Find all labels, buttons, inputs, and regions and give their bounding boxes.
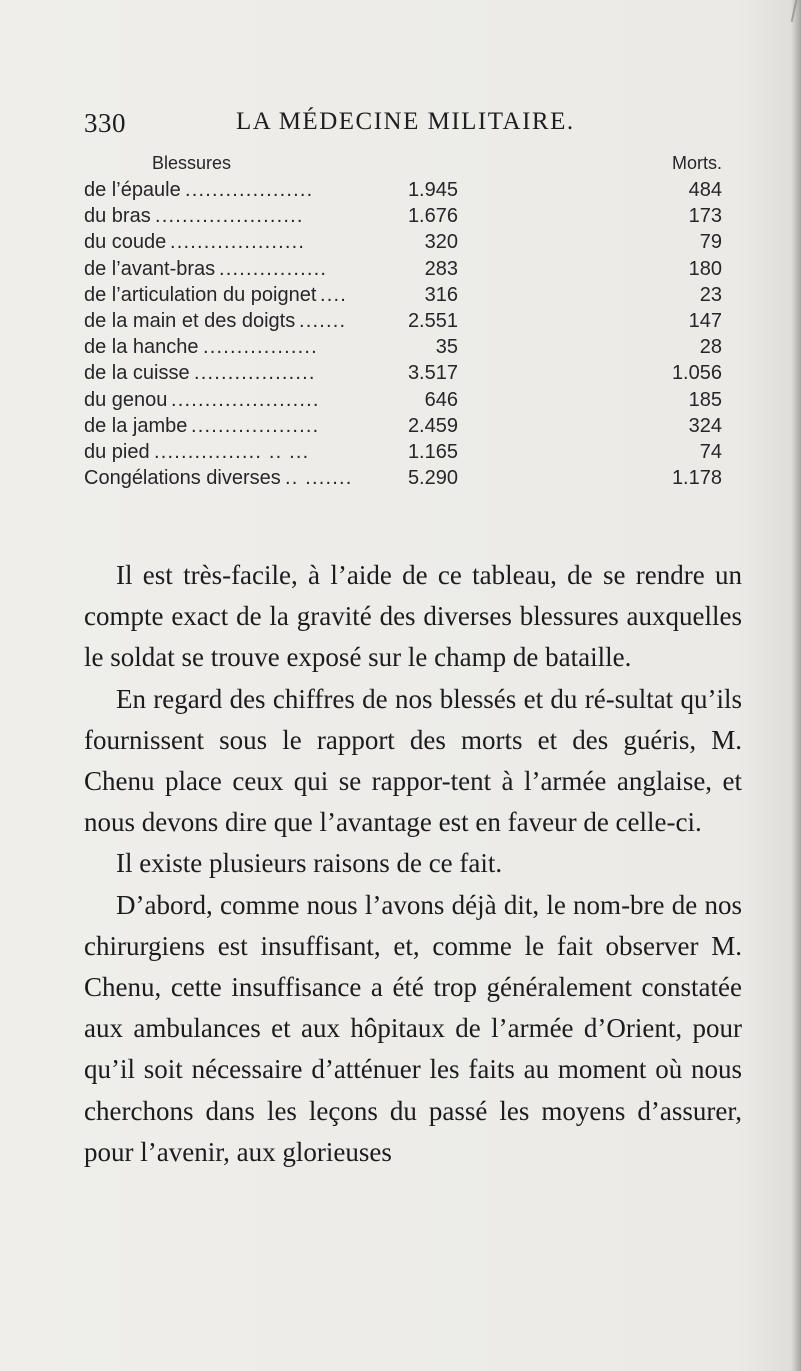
row-label: de la jambe <box>84 414 188 437</box>
death-count: 185 <box>688 388 722 411</box>
row-label: de l’épaule <box>84 179 181 201</box>
death-count: 180 <box>688 257 722 280</box>
dot-leader: .... <box>320 283 348 306</box>
body-text <box>84 555 742 1173</box>
death-count: 23 <box>699 283 722 306</box>
row-label: du bras <box>84 205 151 228</box>
table-row <box>84 231 724 257</box>
dot-leader: ...................... <box>171 388 320 411</box>
table-row <box>84 415 724 441</box>
table-row <box>84 441 724 467</box>
table-row <box>84 205 724 231</box>
page-edge-shadow <box>791 0 801 1371</box>
row-label: du pied <box>84 440 150 463</box>
wounded-count: 1.165 <box>407 440 458 463</box>
wounded-count: 316 <box>424 283 458 306</box>
column-header-deaths: Morts. <box>671 153 722 173</box>
wounded-count: 1.945 <box>407 179 458 201</box>
table-row <box>84 284 724 310</box>
row-label: de la main et des doigts <box>84 309 296 332</box>
table-row <box>84 362 724 388</box>
dot-leader: ................... <box>185 179 314 201</box>
row-label: du genou <box>84 388 168 411</box>
dot-leader: .................. <box>194 362 316 385</box>
dot-leader: ....... <box>299 309 347 332</box>
death-count: 28 <box>699 336 722 359</box>
dot-leader: ................ .. ... <box>154 440 310 463</box>
dot-leader: ................ <box>219 257 328 280</box>
page-number: 330 <box>84 108 126 138</box>
dot-leader: ................. <box>203 336 318 359</box>
table-body <box>84 179 724 493</box>
row-label: de la cuisse <box>84 362 190 385</box>
death-count: 173 <box>688 205 722 228</box>
death-count: 79 <box>699 231 722 254</box>
death-count: 147 <box>688 309 722 332</box>
dot-leader: ...................... <box>155 205 304 228</box>
page-header <box>84 108 644 148</box>
paragraph: D’abord, comme nous l’avons déjà dit, le nom-bre de nos chirurgiens est insuffisant, et, comme le fait observer M. Chenu, cette insuffisance a été trop généralement constatée aux ambulances et aux hôpitaux de l’armée d’Orient, pour qu’il soit nécessaire d’atténuer les faits au moment où nous cherchons dans les leçons du passé les moyens d’assurer, pour l’avenir, aux glorieuses <box>84 889 742 1167</box>
death-count: 74 <box>699 440 722 463</box>
wounded-count: 2.459 <box>407 414 458 437</box>
wounded-count: 1.676 <box>407 205 458 228</box>
table-row <box>84 310 724 336</box>
dot-leader: .................... <box>170 231 306 254</box>
row-label: de l’articulation du poignet <box>84 283 317 306</box>
wounded-count: 35 <box>435 336 458 359</box>
column-header-wounds: Blessures <box>152 153 232 173</box>
row-label: de l’avant-bras <box>84 257 216 280</box>
death-count: 1.178 <box>671 467 722 490</box>
row-label: Congélations diverses <box>84 467 281 490</box>
death-count: 1.056 <box>671 362 722 385</box>
death-count: 484 <box>688 179 722 201</box>
wounded-count: 2.551 <box>407 309 458 332</box>
dot-leader: ................... <box>191 414 320 437</box>
wounded-count: 5.290 <box>407 467 458 490</box>
table-row <box>84 179 724 205</box>
paragraph: Il existe plusieurs raisons de ce fait. <box>116 848 503 879</box>
casualty-table <box>84 153 724 493</box>
table-row <box>84 258 724 284</box>
paragraph: Il est très-facile, à l’aide de ce tableau, de se rendre un compte exact de la gravité des diverses blessures auxquelles le soldat se trouve exposé sur le champ de bataille. <box>84 560 742 673</box>
row-label: de la hanche <box>84 336 199 359</box>
dot-leader: .. ....... <box>285 467 353 490</box>
wounded-count: 283 <box>424 257 458 280</box>
wounded-count: 320 <box>424 231 458 254</box>
wounded-count: 646 <box>424 388 458 411</box>
paragraph: En regard des chiffres de nos blessés et du ré-sultat qu’ils fournissent sous le rapport des morts et des guéris, M. Chenu place ceux qui se rappor-tent à l’armée anglaise, et nous devons dire que l’avantage est en faveur de celle-ci. <box>84 683 742 838</box>
death-count: 324 <box>688 414 722 437</box>
table-header-row <box>84 153 724 179</box>
row-label: du coude <box>84 231 167 254</box>
wounded-count: 3.517 <box>407 362 458 385</box>
table-row <box>84 336 724 362</box>
running-head: LA MÉDECINE MILITAIRE. <box>236 108 575 135</box>
table-row <box>84 389 724 415</box>
table-row <box>84 467 724 493</box>
